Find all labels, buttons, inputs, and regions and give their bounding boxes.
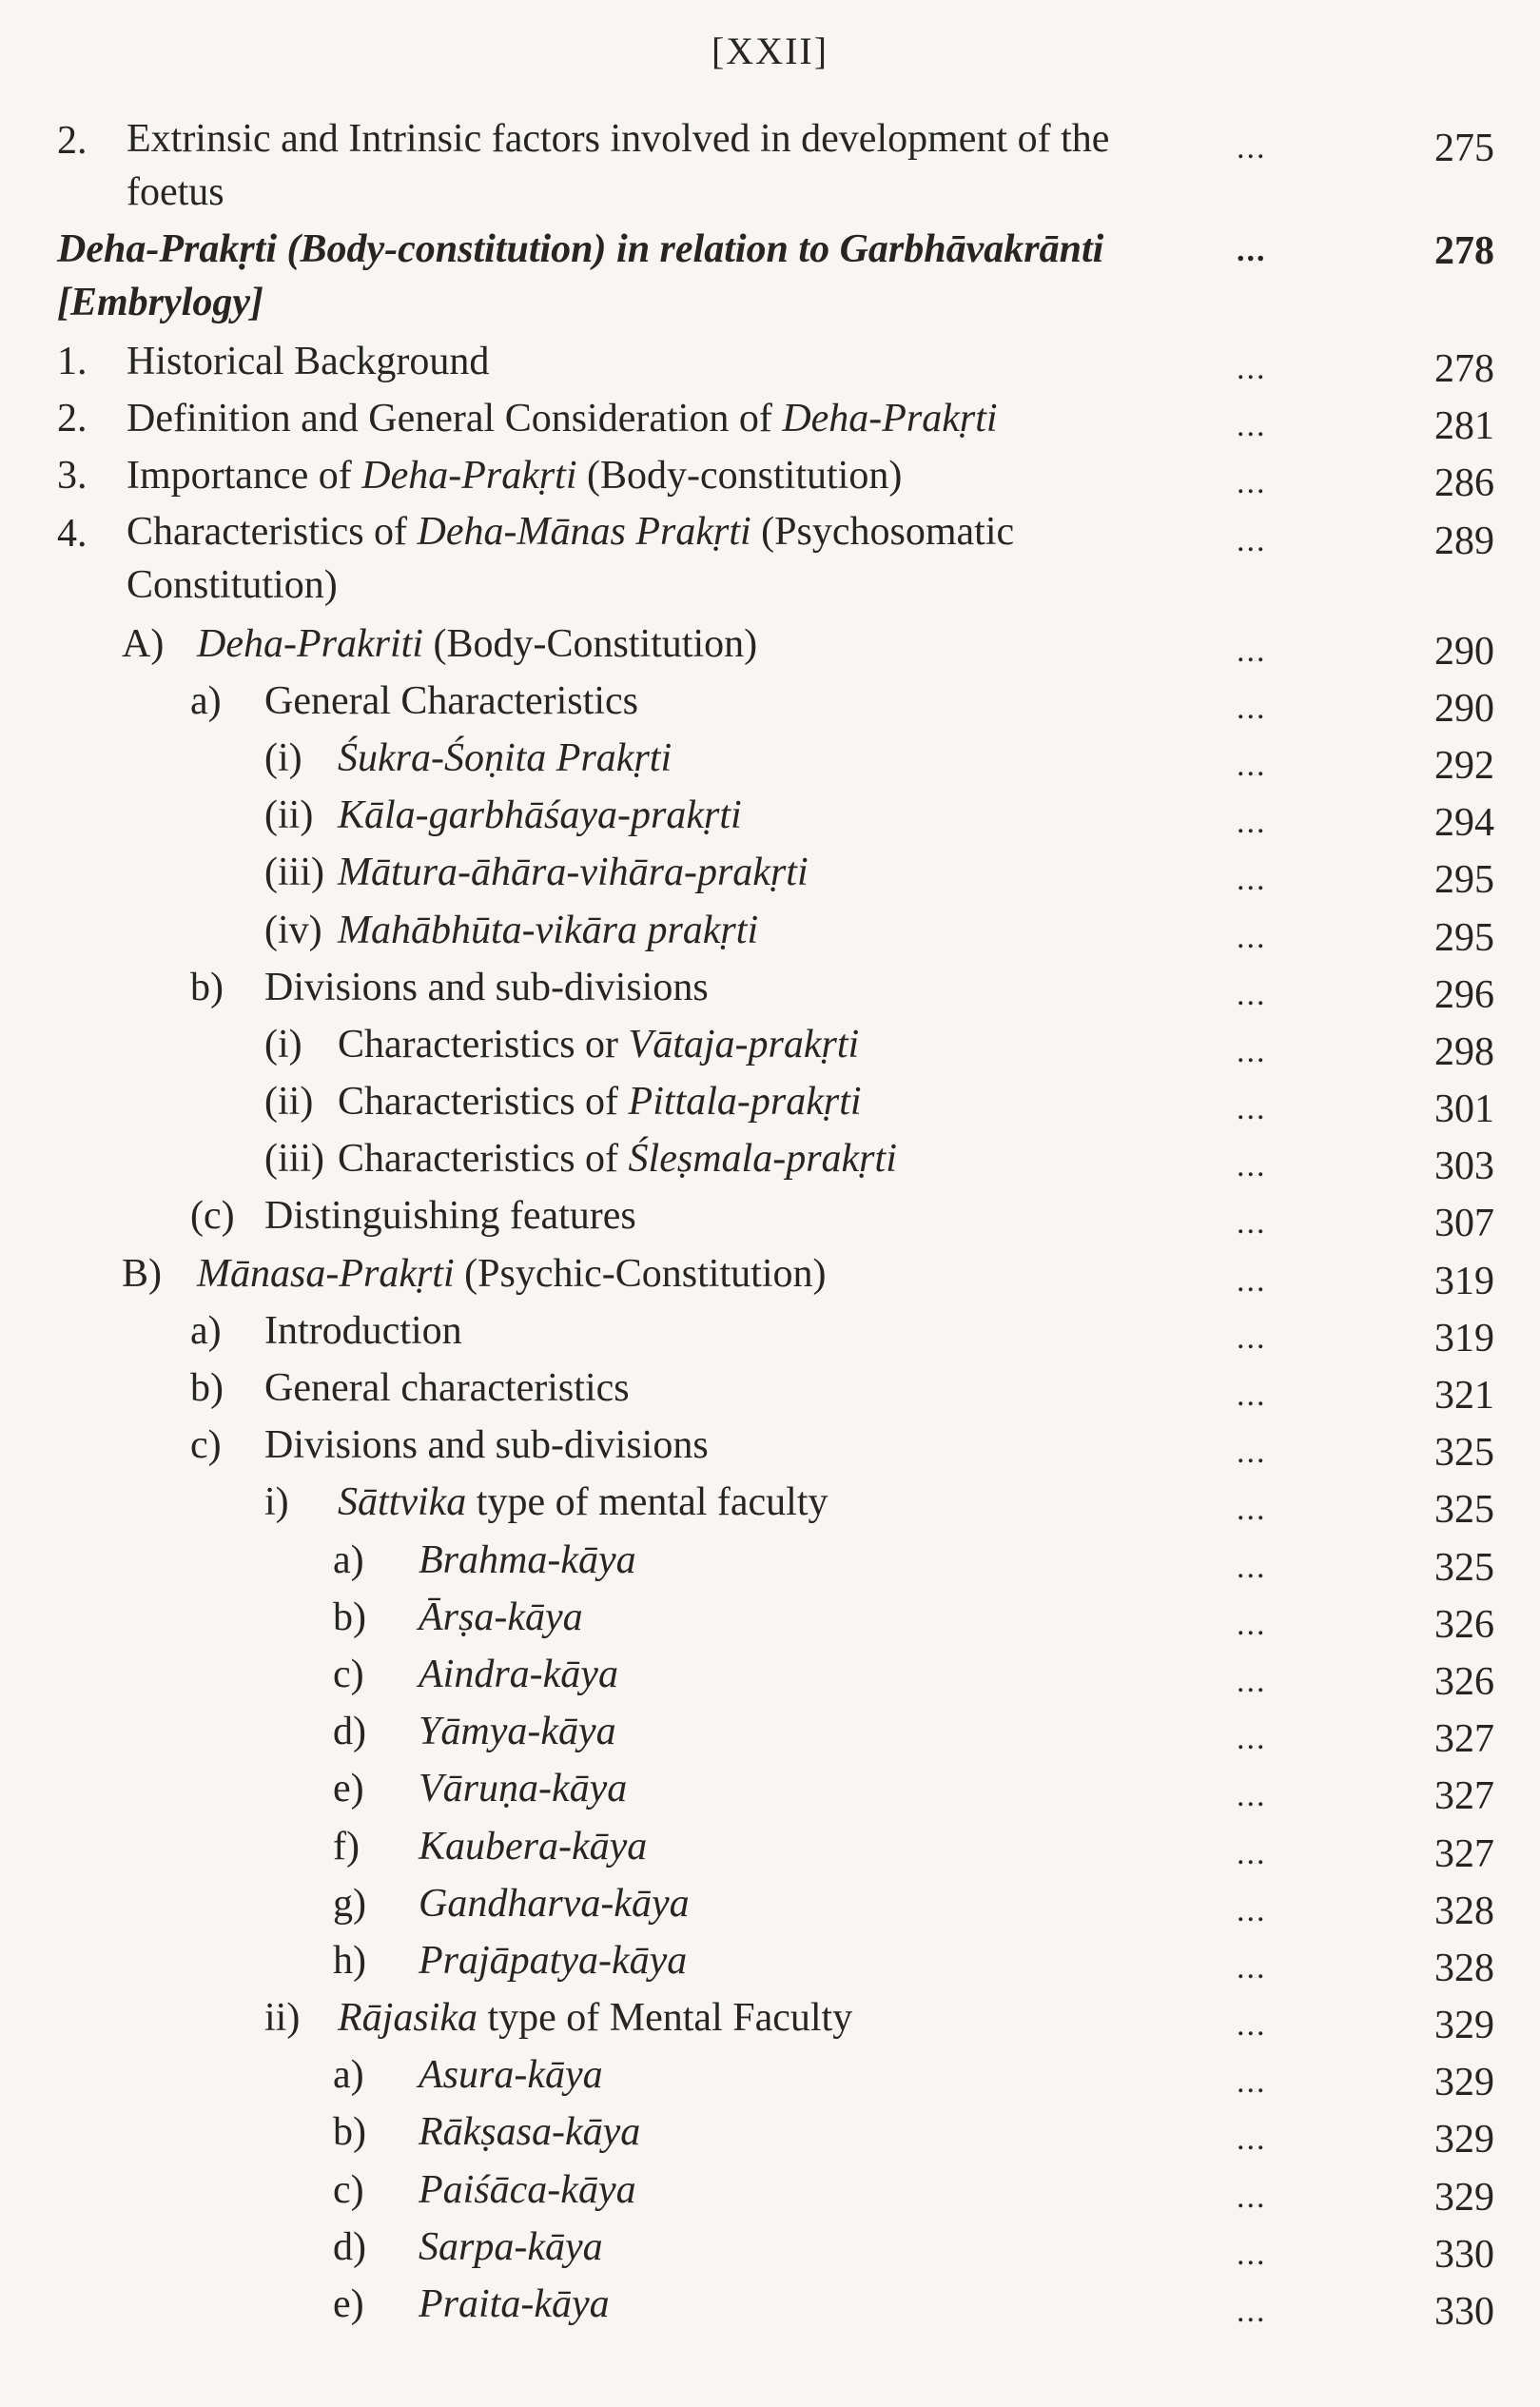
toc-title-fragment: Kaubera-kāya	[419, 1824, 648, 1869]
toc-page-number: 289	[1434, 519, 1494, 563]
toc-entry	[0, 730, 1540, 787]
toc-entry-title	[264, 1187, 1349, 1244]
toc-entry-number: ii)	[264, 1996, 301, 2041]
toc-page-number: 278	[1434, 347, 1494, 391]
toc-title-fragment: Deha-Prakṛti	[57, 227, 277, 271]
toc-title-fragment: Mānasa-Prakṛti	[197, 1251, 455, 1296]
toc-entry	[0, 787, 1540, 844]
toc-title-fragment: Yāmya-kāya	[419, 1710, 616, 1754]
toc-title-fragment: Vātaja-prakṛti	[628, 1022, 860, 1067]
toc-title-fragment: Sāttvika	[338, 1480, 467, 1525]
toc-entry-title	[419, 1703, 1503, 1760]
toc-title-fragment: Praita-kāya	[419, 2282, 610, 2326]
toc-entry-title	[127, 505, 1179, 612]
toc-dot-leader: ...	[1237, 351, 1267, 386]
toc-page-number: 329	[1434, 2118, 1494, 2162]
toc-title-fragment: (Psychosomatic Constitution)	[127, 509, 1015, 607]
toc-page-number: 295	[1434, 858, 1494, 903]
toc-title-fragment: Deha-Mānas Prakṛti	[417, 509, 751, 554]
toc-entry-title	[419, 1646, 1503, 1703]
toc-entry-number: c)	[190, 1423, 222, 1468]
toc-page-number: 325	[1434, 1488, 1494, 1533]
toc-entry-number: e)	[333, 1767, 364, 1811]
toc-section-heading	[0, 223, 1540, 333]
toc-dot-leader: ...	[1237, 1205, 1267, 1242]
toc-entry	[0, 2046, 1540, 2104]
toc-entry	[0, 447, 1540, 504]
toc-page-number: 298	[1434, 1029, 1494, 1074]
toc-dot-leader: ...	[1237, 233, 1267, 268]
toc-title-fragment: Brahma-kāya	[419, 1537, 636, 1582]
toc-entry	[0, 1932, 1540, 1989]
toc-dot-leader: ...	[1237, 1606, 1267, 1642]
toc-page-number: 330	[1434, 2232, 1494, 2277]
toc-page-number: 292	[1434, 743, 1494, 788]
toc-title-fragment: Pittala-prakṛti	[628, 1080, 862, 1125]
toc-title-fragment: Gandharva-kāya	[419, 1881, 690, 1926]
toc-entry-title	[57, 223, 1179, 329]
toc-entry	[0, 2104, 1540, 2161]
toc-entry-title	[264, 1417, 1349, 1474]
toc-entry-number: d)	[333, 1710, 366, 1754]
toc-title-fragment: (Body-Constitution)	[422, 621, 758, 666]
toc-dot-leader: ...	[1237, 747, 1267, 783]
toc-page-number: 327	[1434, 1831, 1494, 1876]
toc-entry-number: e)	[333, 2282, 364, 2326]
toc-entry-title	[419, 2104, 1503, 2161]
toc-entry-title	[127, 390, 1211, 447]
toc-entry-number: (ii)	[264, 1080, 314, 1125]
toc-page-number: 326	[1434, 1659, 1494, 1704]
toc-entry-title	[127, 447, 1211, 504]
toc-title-fragment: Mahābhūta-vikāra prakṛti	[338, 908, 759, 952]
toc-title-fragment: Importance of	[127, 454, 362, 499]
toc-dot-leader: ...	[1237, 1320, 1267, 1356]
toc-entry	[0, 1818, 1540, 1875]
toc-entry-number: (iii)	[264, 1137, 324, 1182]
toc-page-number: 290	[1434, 686, 1494, 731]
toc-page-number: 295	[1434, 915, 1494, 960]
toc-title-fragment: Kāla-garbhāśaya-prakṛti	[338, 793, 742, 838]
toc-title-fragment: Deha-Prakriti	[197, 621, 423, 666]
toc-entry-title	[419, 1932, 1503, 1989]
toc-page-number: 329	[1434, 2175, 1494, 2220]
toc-page-number: 301	[1434, 1087, 1494, 1132]
toc-title-fragment: General Characteristics	[264, 678, 638, 723]
toc-entry	[0, 1417, 1540, 1474]
toc-page-number: 325	[1434, 1545, 1494, 1590]
toc-page-number: 319	[1434, 1259, 1494, 1303]
toc-title-fragment: Extrinsic and Intrinsic factors involved in development of the foetus	[127, 117, 1110, 214]
toc-title-fragment: Introduction	[264, 1308, 462, 1353]
toc-entry-number: b)	[333, 1595, 366, 1639]
toc-entry	[0, 1130, 1540, 1187]
toc-entry-number: 2.	[57, 119, 88, 163]
toc-title-fragment: (Psychic-Constitution)	[454, 1251, 827, 1296]
toc-entry-title	[127, 333, 1211, 390]
toc-page-number: 303	[1434, 1145, 1494, 1189]
toc-entry-number: (ii)	[264, 793, 314, 838]
toc-title-fragment: Characteristics of	[127, 509, 418, 554]
toc-page-number: 327	[1434, 1774, 1494, 1819]
toc-title-fragment: (Body-constitution)	[576, 454, 903, 499]
toc-dot-leader: ...	[1237, 1378, 1267, 1413]
toc-entry-number: A)	[122, 621, 165, 666]
toc-entry-number: a)	[333, 1537, 364, 1582]
toc-entry	[0, 2162, 1540, 2219]
toc-dot-leader: ...	[1237, 1033, 1267, 1069]
page-header-roman-numeral: [XXII]	[711, 29, 829, 72]
toc-page-number: 286	[1434, 461, 1494, 506]
toc-page-number: 326	[1434, 1602, 1494, 1647]
toc-entry	[0, 1875, 1540, 1932]
toc-entry	[0, 1073, 1540, 1130]
toc-title-fragment: Vāruṇa-kāya	[419, 1767, 628, 1811]
toc-entry-number: (i)	[264, 735, 302, 780]
toc-dot-leader: ...	[1237, 2065, 1267, 2101]
toc-entry-title	[419, 1818, 1503, 1875]
toc-dot-leader: ...	[1237, 1262, 1267, 1299]
toc-entry-number: f)	[333, 1824, 360, 1869]
toc-title-fragment: Garbhāvakrānti	[839, 227, 1104, 271]
toc-entry-number: 2.	[57, 397, 88, 441]
toc-entry-number: a)	[190, 678, 222, 723]
toc-page-number: 325	[1434, 1431, 1494, 1476]
toc-entry	[0, 616, 1540, 673]
toc-title-fragment: Rākṣasa-kāya	[419, 2110, 641, 2155]
toc-entry	[0, 1589, 1540, 1646]
toc-page-number: 329	[1434, 2004, 1494, 2048]
toc-entry-number: 4.	[57, 511, 88, 556]
toc-page-number: 290	[1434, 629, 1494, 674]
toc-entry	[0, 2219, 1540, 2276]
toc-page-number: 319	[1434, 1316, 1494, 1360]
toc-entry	[0, 1703, 1540, 1760]
toc-entry-number: b)	[190, 965, 224, 1009]
toc-entry-title	[197, 616, 1281, 673]
toc-page-number: 328	[1434, 1888, 1494, 1933]
toc-entry-title	[419, 1875, 1503, 1932]
toc-title-fragment: [Embrylogy]	[57, 281, 263, 324]
toc-page-number: 328	[1434, 1946, 1494, 1990]
toc-entry-title	[264, 673, 1349, 730]
toc-dot-leader: ...	[1237, 2179, 1267, 2215]
toc-page-number: 321	[1434, 1374, 1494, 1418]
toc-title-fragment: General characteristics	[264, 1366, 630, 1410]
toc-dot-leader: ...	[1237, 690, 1267, 726]
toc-entry-number: g)	[333, 1881, 366, 1926]
toc-entry-number: a)	[190, 1308, 222, 1353]
toc-page-number: 294	[1434, 801, 1494, 846]
toc-entry	[0, 112, 1540, 223]
toc-entry	[0, 844, 1540, 901]
toc-title-fragment: Ārṣa-kāya	[419, 1595, 583, 1639]
toc-entry-title	[419, 1760, 1503, 1817]
toc-title-fragment: Characteristics of	[338, 1137, 629, 1182]
toc-dot-leader: ...	[1237, 2007, 1267, 2044]
toc-page-number: 296	[1434, 972, 1494, 1017]
toc-entry-number: b)	[190, 1366, 224, 1410]
toc-dot-leader: ...	[1237, 1835, 1267, 1871]
toc-entry	[0, 1360, 1540, 1417]
toc-entry	[0, 390, 1540, 447]
toc-title-fragment: (Body-constitution) in relation to	[277, 227, 840, 271]
toc-entry-title	[419, 1589, 1503, 1646]
toc-entry-number: a)	[333, 2053, 364, 2098]
toc-entry	[0, 505, 1540, 616]
toc-entry-number: h)	[333, 1938, 366, 1983]
toc-dot-leader: ...	[1237, 1492, 1267, 1528]
toc-entry-number: 1.	[57, 340, 88, 383]
toc-entry	[0, 333, 1540, 390]
toc-page-number: 329	[1434, 2061, 1494, 2105]
toc-dot-leader: ...	[1237, 1778, 1267, 1814]
toc-title-fragment: Asura-kāya	[419, 2053, 603, 2098]
toc-page-number: 307	[1434, 1202, 1494, 1246]
toc-dot-leader: ...	[1237, 862, 1267, 898]
toc-entry-title	[419, 1532, 1503, 1589]
toc-entry-number: i)	[264, 1480, 289, 1525]
toc-dot-leader: ...	[1237, 130, 1267, 166]
toc-title-fragment: Deha-Prakṛti	[782, 397, 998, 441]
toc-title-fragment: Paiśāca-kāya	[419, 2167, 636, 2212]
toc-title-fragment: Deha-Prakṛti	[361, 454, 577, 499]
toc-title-fragment: Prajāpatya-kāya	[419, 1938, 688, 1983]
toc-dot-leader: ...	[1237, 633, 1267, 669]
toc-page-number: 275	[1434, 127, 1494, 170]
toc-title-fragment: Historical Background	[127, 340, 490, 383]
toc-title-fragment: Divisions and sub-divisions	[264, 965, 709, 1009]
toc-title-fragment: Divisions and sub-divisions	[264, 1423, 709, 1468]
toc-title-fragment: Śleṣmala-prakṛti	[628, 1137, 897, 1182]
toc-entry-number: b)	[333, 2110, 366, 2155]
toc-dot-leader: ...	[1237, 465, 1267, 501]
toc-entry	[0, 2276, 1540, 2333]
toc-entry	[0, 1989, 1540, 2046]
toc-dot-leader: ...	[1237, 805, 1267, 841]
toc-dot-leader: ...	[1237, 522, 1267, 558]
toc-title-fragment: Aindra-kāya	[419, 1652, 618, 1696]
toc-entry-number: c)	[333, 1652, 364, 1696]
toc-page-number: 330	[1434, 2290, 1494, 2334]
toc-title-fragment: Characteristics of	[338, 1080, 629, 1125]
toc-dot-leader: ...	[1237, 1721, 1267, 1757]
toc-entry-number: B)	[122, 1251, 162, 1296]
toc-entry	[0, 959, 1540, 1016]
toc-entry-number: 3.	[57, 454, 88, 499]
toc-dot-leader: ...	[1237, 2236, 1267, 2272]
toc-dot-leader: ...	[1237, 1549, 1267, 1585]
toc-page-number: 278	[1434, 229, 1494, 273]
toc-entry-title	[264, 1360, 1349, 1417]
toc-page-number: 327	[1434, 1717, 1494, 1762]
toc-entry-number: (i)	[264, 1022, 302, 1067]
toc-entry-title	[419, 2276, 1503, 2333]
toc-entry	[0, 1646, 1540, 1703]
toc-dot-leader: ...	[1237, 1091, 1267, 1127]
toc-dot-leader: ...	[1237, 1663, 1267, 1699]
toc-dot-leader: ...	[1237, 1892, 1267, 1928]
toc-entry-title	[264, 959, 1349, 1016]
table-of-contents	[0, 112, 1540, 2333]
toc-entry	[0, 902, 1540, 959]
toc-entry-number: d)	[333, 2224, 366, 2269]
toc-dot-leader: ...	[1237, 1148, 1267, 1184]
toc-entry	[0, 1016, 1540, 1073]
toc-title-fragment: Rājasika	[338, 1996, 478, 2041]
toc-title-fragment: type of mental faculty	[466, 1480, 828, 1525]
toc-entry	[0, 673, 1540, 730]
toc-dot-leader: ...	[1237, 919, 1267, 955]
toc-entry	[0, 1474, 1540, 1531]
toc-entry-title	[197, 1245, 1281, 1302]
toc-entry-number: (c)	[190, 1194, 235, 1239]
toc-dot-leader: ...	[1237, 2294, 1267, 2329]
toc-title-fragment: Definition and General Consideration of	[127, 397, 783, 441]
toc-entry	[0, 1302, 1540, 1360]
toc-dot-leader: ...	[1237, 408, 1267, 444]
toc-dot-leader: ...	[1237, 2122, 1267, 2158]
toc-entry-title	[419, 2162, 1503, 2219]
toc-title-fragment: Sarpa-kāya	[419, 2224, 603, 2269]
toc-entry-number: (iii)	[264, 851, 324, 895]
toc-entry	[0, 1187, 1540, 1244]
toc-title-fragment: Śukra-Śoṇita Prakṛti	[338, 735, 673, 780]
toc-dot-leader: ...	[1237, 976, 1267, 1012]
toc-title-fragment: Mātura-āhāra-vihāra-prakṛti	[338, 851, 809, 895]
toc-entry-number: c)	[333, 2167, 364, 2212]
toc-title-fragment: Distinguishing features	[264, 1194, 636, 1239]
toc-title-fragment: type of Mental Faculty	[477, 1996, 853, 2041]
toc-entry-title	[127, 112, 1179, 219]
toc-entry	[0, 1532, 1540, 1589]
toc-entry-title	[264, 1302, 1349, 1360]
toc-entry-title	[419, 2046, 1503, 2104]
toc-title-fragment: Characteristics or	[338, 1022, 629, 1067]
toc-entry	[0, 1760, 1540, 1817]
toc-entry-title	[419, 2219, 1503, 2276]
toc-dot-leader: ...	[1237, 1949, 1267, 1986]
toc-dot-leader: ...	[1237, 1435, 1267, 1471]
toc-entry	[0, 1245, 1540, 1302]
toc-page-number: 281	[1434, 404, 1494, 449]
toc-entry-number: (iv)	[264, 908, 322, 952]
